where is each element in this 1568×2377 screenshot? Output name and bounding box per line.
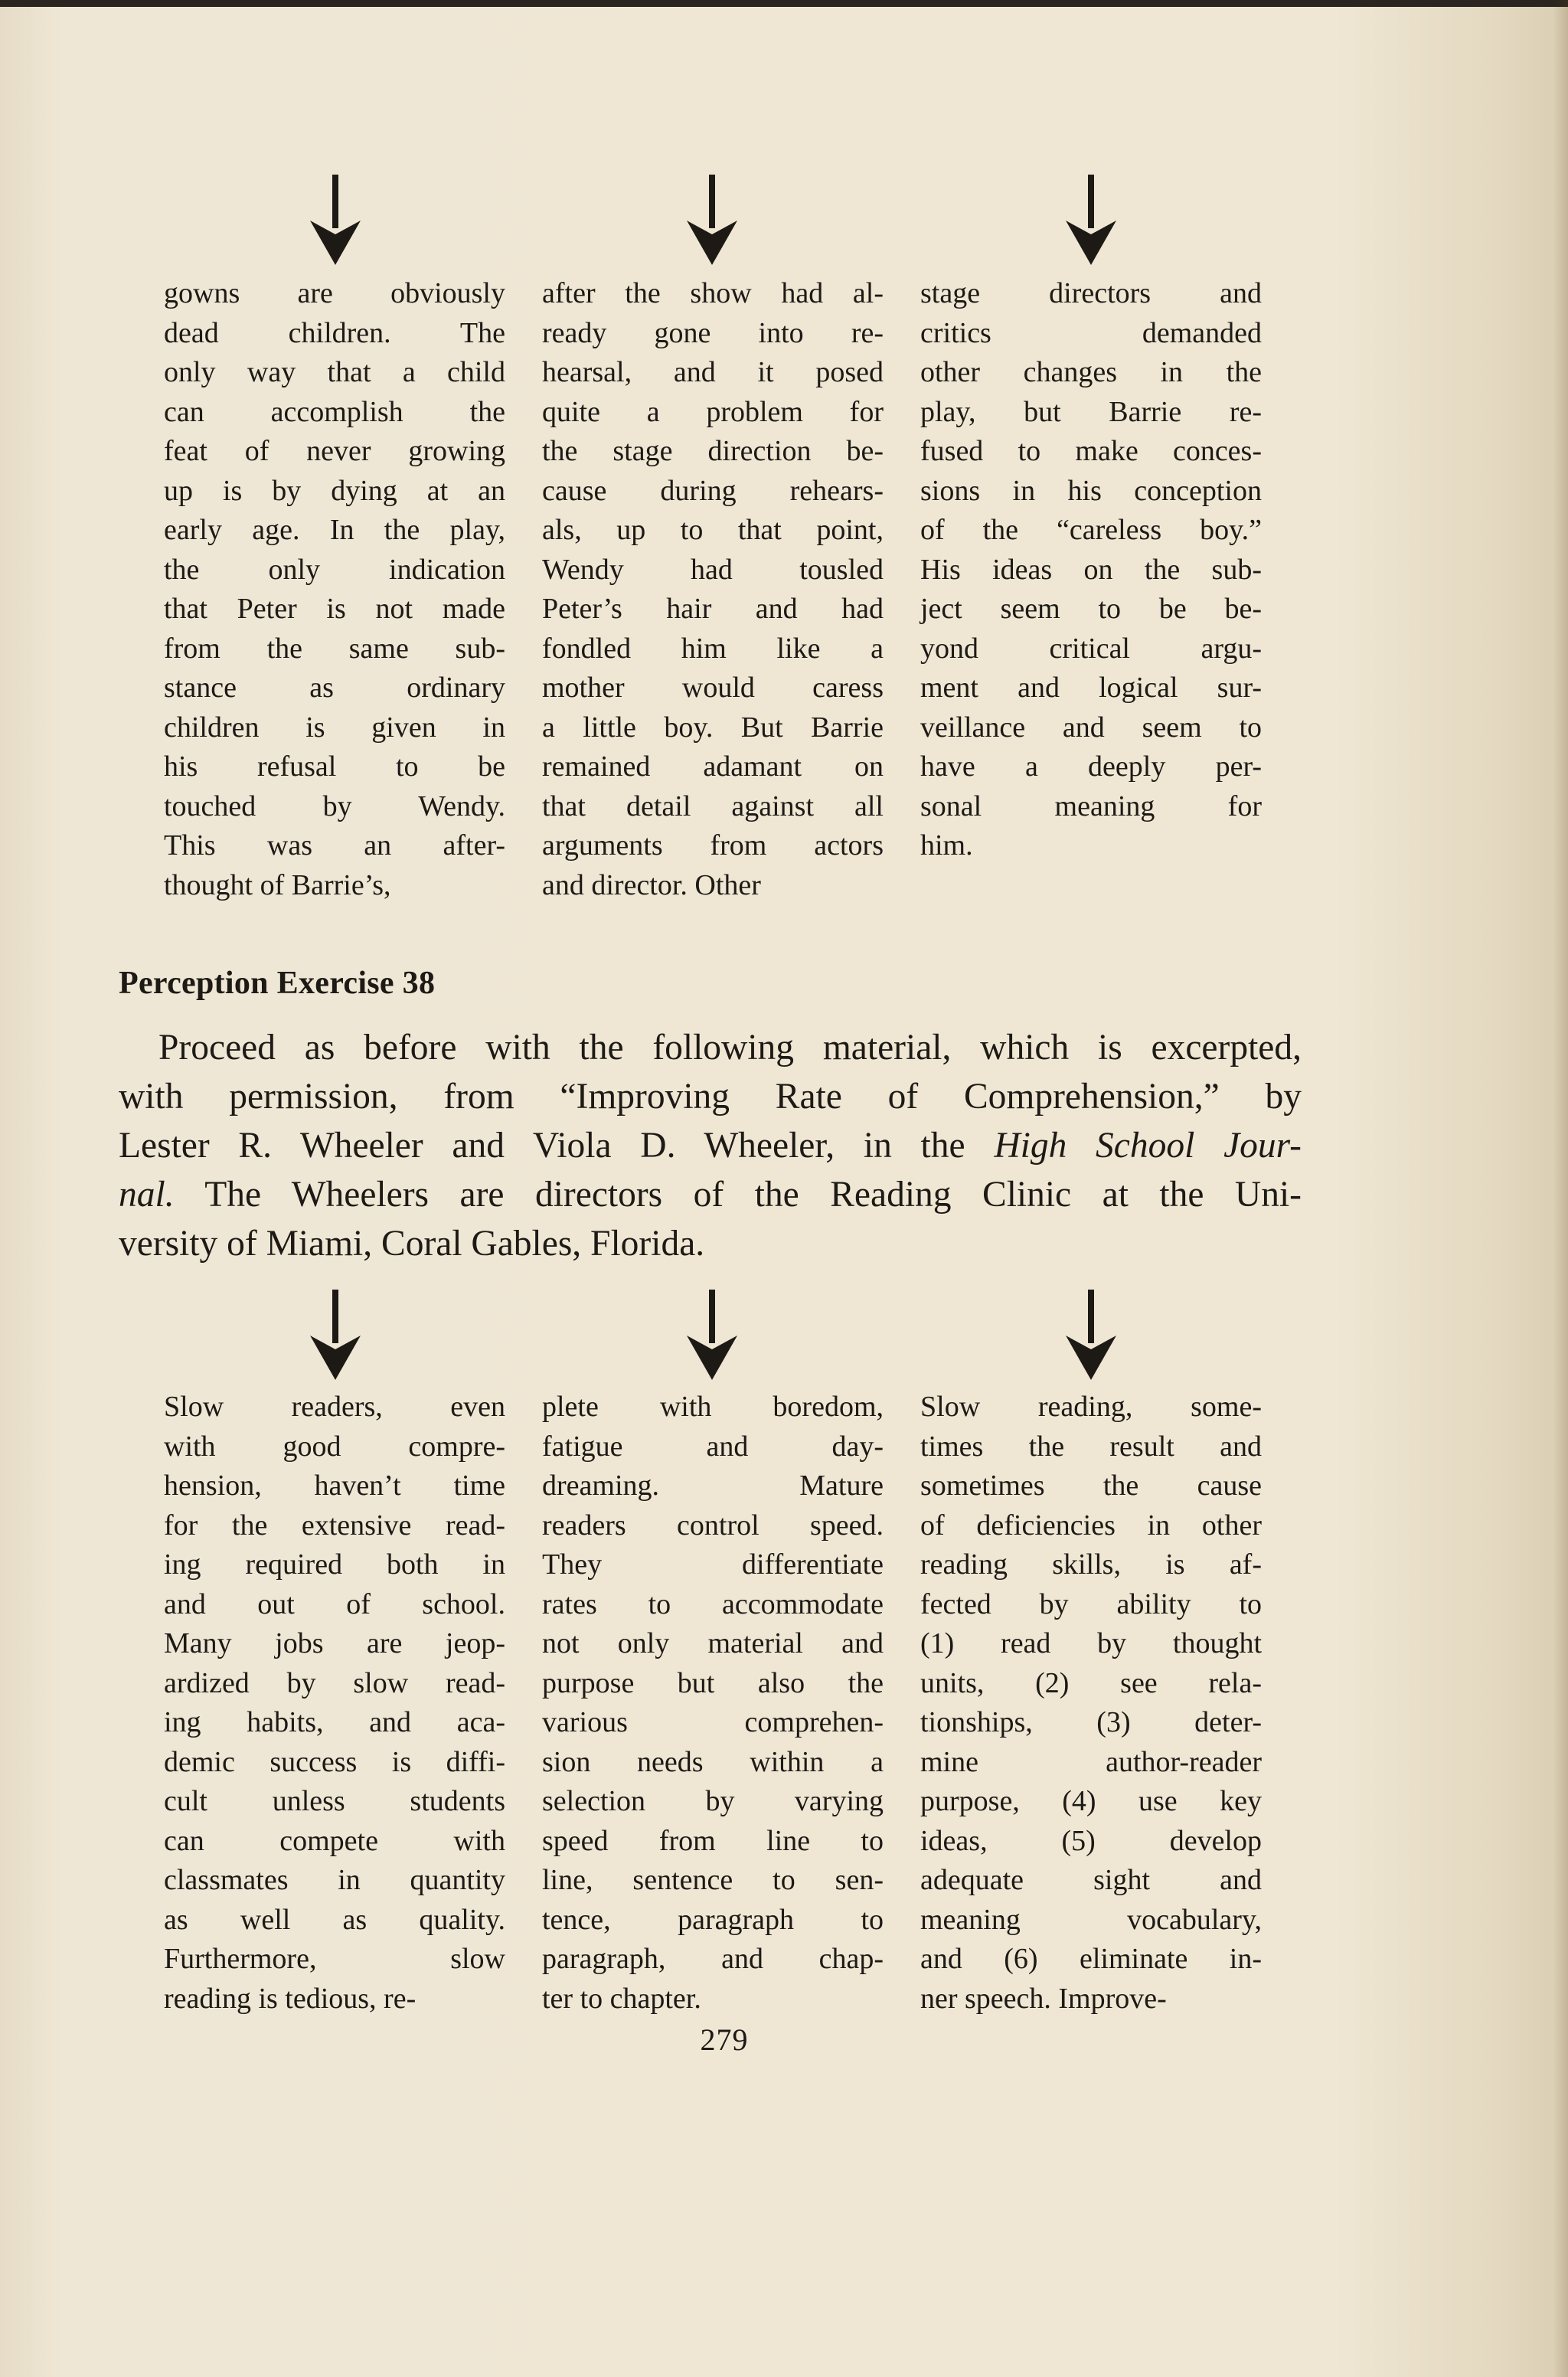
text-line: stance as ordinary xyxy=(164,672,505,704)
text-line: touched by Wendy. xyxy=(164,790,505,822)
text-line: mother would caress xyxy=(542,672,884,704)
text-column-1 xyxy=(164,274,505,905)
text-line: remained adamant on xyxy=(542,750,884,783)
text-line: veillance and seem to xyxy=(920,711,1262,744)
text-line: hension, haven’t time xyxy=(164,1470,505,1502)
text-line: of the “careless boy.” xyxy=(920,514,1262,546)
text-line: readers control speed. xyxy=(542,1509,884,1542)
text-line: meaning vocabulary, xyxy=(920,1903,1262,1936)
text-line: sions in his conception xyxy=(920,474,1262,507)
text-line: times the result and xyxy=(920,1430,1262,1463)
text-line: cause during rehears- xyxy=(542,474,884,507)
text-line: ing habits, and aca- xyxy=(164,1706,505,1738)
text-line: and (6) eliminate in- xyxy=(920,1943,1262,1975)
text-line: rates to accommodate xyxy=(542,1587,884,1620)
text-line: dead children. The xyxy=(164,316,505,349)
text-line: sonal meaning for xyxy=(920,790,1262,822)
intro-line: versity of Miami, Coral Gables, Florida. xyxy=(119,1224,705,1264)
down-arrow-icon xyxy=(1064,1290,1118,1380)
intro-line: Proceed as before with the following material, which is excerpted, xyxy=(158,1028,1302,1068)
text-line: feat of never growing xyxy=(164,435,505,467)
journal-title: High School Jour- xyxy=(994,1126,1302,1166)
text-line: tence, paragraph to xyxy=(542,1903,884,1936)
text-line: ment and logical sur- xyxy=(920,672,1262,704)
text-line: ter to chapter. xyxy=(542,1982,701,2015)
text-line: demic success is diffi- xyxy=(164,1745,505,1778)
text-line: Slow readers, even xyxy=(164,1391,505,1423)
text-line: ner speech. Improve- xyxy=(920,1982,1167,2015)
text-line: hearsal, and it posed xyxy=(542,356,884,388)
text-line: play, but Barrie re- xyxy=(920,395,1262,428)
text-line: fected by ability to xyxy=(920,1587,1262,1620)
text-line: reading is tedious, re- xyxy=(164,1982,416,2015)
intro-line: with permission, from “Improving Rate of Comprehension,” by xyxy=(119,1077,1302,1117)
text-line: children is given in xyxy=(164,711,505,744)
text-line: not only material and xyxy=(542,1627,884,1659)
text-line: speed from line to xyxy=(542,1824,884,1857)
intro-text: Lester R. Wheeler and Viola D. Wheeler, in the xyxy=(119,1126,995,1166)
text-column-2 xyxy=(542,274,884,905)
text-line: classmates in quantity xyxy=(164,1864,505,1896)
text-column-2 xyxy=(542,1388,884,2019)
text-line: him. xyxy=(920,829,973,862)
text-line: reading skills, is af- xyxy=(920,1548,1262,1581)
down-arrow-icon xyxy=(309,1290,362,1380)
text-line: yond critical argu- xyxy=(920,632,1262,665)
down-arrow-icon xyxy=(309,175,362,265)
text-line: and out of school. xyxy=(164,1587,505,1620)
down-arrow-icon xyxy=(685,175,739,265)
text-line: that detail against all xyxy=(542,790,884,822)
text-line: units, (2) see rela- xyxy=(920,1666,1262,1699)
text-line: als, up to that point, xyxy=(542,514,884,546)
text-line: for the extensive read- xyxy=(164,1509,505,1542)
text-line: the stage direction be- xyxy=(542,435,884,467)
text-line: other changes in the xyxy=(920,356,1262,388)
journal-title: nal. xyxy=(119,1175,175,1215)
text-line: a little boy. But Barrie xyxy=(542,711,884,744)
text-line: adequate sight and xyxy=(920,1864,1262,1896)
text-line: arguments from actors xyxy=(542,829,884,862)
text-line: his refusal to be xyxy=(164,750,505,783)
text-line: paragraph, and chap- xyxy=(542,1943,884,1975)
text-line: up is by dying at an xyxy=(164,474,505,507)
top-border xyxy=(0,0,1568,7)
text-column-3 xyxy=(920,1388,1262,2019)
down-arrow-icon xyxy=(1064,175,1118,265)
text-line: as well as quality. xyxy=(164,1903,505,1936)
text-line: can accomplish the xyxy=(164,395,505,428)
intro-line xyxy=(119,1170,1302,1219)
text-line: plete with boredom, xyxy=(542,1391,884,1423)
text-line: stage directors and xyxy=(920,277,1262,309)
text-line: mine author-reader xyxy=(920,1745,1262,1778)
text-line: can compete with xyxy=(164,1824,505,1857)
text-line: Furthermore, slow xyxy=(164,1943,505,1975)
text-line: selection by varying xyxy=(542,1785,884,1817)
text-line: Slow reading, some- xyxy=(920,1391,1262,1423)
text-line: purpose but also the xyxy=(542,1666,884,1699)
text-line: early age. In the play, xyxy=(164,514,505,546)
text-line: His ideas on the sub- xyxy=(920,553,1262,586)
text-line: after the show had al- xyxy=(542,277,884,309)
text-line: fused to make conces- xyxy=(920,435,1262,467)
text-line: This was an after- xyxy=(164,829,505,862)
text-column-1 xyxy=(164,1388,505,2019)
page-number: 279 xyxy=(700,2022,749,2057)
intro-paragraph xyxy=(119,1023,1302,1268)
text-line: that Peter is not made xyxy=(164,593,505,625)
text-line: of deficiencies in other xyxy=(920,1509,1262,1542)
text-line: purpose, (4) use key xyxy=(920,1785,1262,1817)
text-line: thought of Barrie’s, xyxy=(164,868,391,901)
text-line: with good compre- xyxy=(164,1430,505,1463)
intro-line xyxy=(119,1121,1302,1170)
text-line: They differentiate xyxy=(542,1548,884,1581)
text-line: fondled him like a xyxy=(542,632,884,665)
intro-text: The Wheelers are directors of the Reading Clinic at the Uni- xyxy=(174,1175,1302,1215)
text-line: tionships, (3) deter- xyxy=(920,1706,1262,1738)
text-line: ardized by slow read- xyxy=(164,1666,505,1699)
text-line: sion needs within a xyxy=(542,1745,884,1778)
text-line: dreaming. Mature xyxy=(542,1470,884,1502)
text-line: Peter’s hair and had xyxy=(542,593,884,625)
text-line: and director. Other xyxy=(542,868,761,901)
text-line: the only indication xyxy=(164,553,505,586)
text-line: Many jobs are jeop- xyxy=(164,1627,505,1659)
text-line: have a deeply per- xyxy=(920,750,1262,783)
text-line: ideas, (5) develop xyxy=(920,1824,1262,1857)
text-line: cult unless students xyxy=(164,1785,505,1817)
text-line: only way that a child xyxy=(164,356,505,388)
text-line: line, sentence to sen- xyxy=(542,1864,884,1896)
text-column-3 xyxy=(920,274,1262,866)
text-line: quite a problem for xyxy=(542,395,884,428)
text-line: critics demanded xyxy=(920,316,1262,349)
text-line: ject seem to be be- xyxy=(920,593,1262,625)
page-edge-shadow xyxy=(1553,0,1568,2377)
text-line: sometimes the cause xyxy=(920,1470,1262,1502)
text-line: (1) read by thought xyxy=(920,1627,1262,1659)
text-line: gowns are obviously xyxy=(164,277,505,309)
down-arrow-icon xyxy=(685,1290,739,1380)
text-line: from the same sub- xyxy=(164,632,505,665)
text-line: fatigue and day- xyxy=(542,1430,884,1463)
section-heading: Perception Exercise 38 xyxy=(119,966,436,1001)
text-line: ready gone into re- xyxy=(542,316,884,349)
text-line: various comprehen- xyxy=(542,1706,884,1738)
text-line: Wendy had tousled xyxy=(542,553,884,586)
text-line: ing required both in xyxy=(164,1548,505,1581)
